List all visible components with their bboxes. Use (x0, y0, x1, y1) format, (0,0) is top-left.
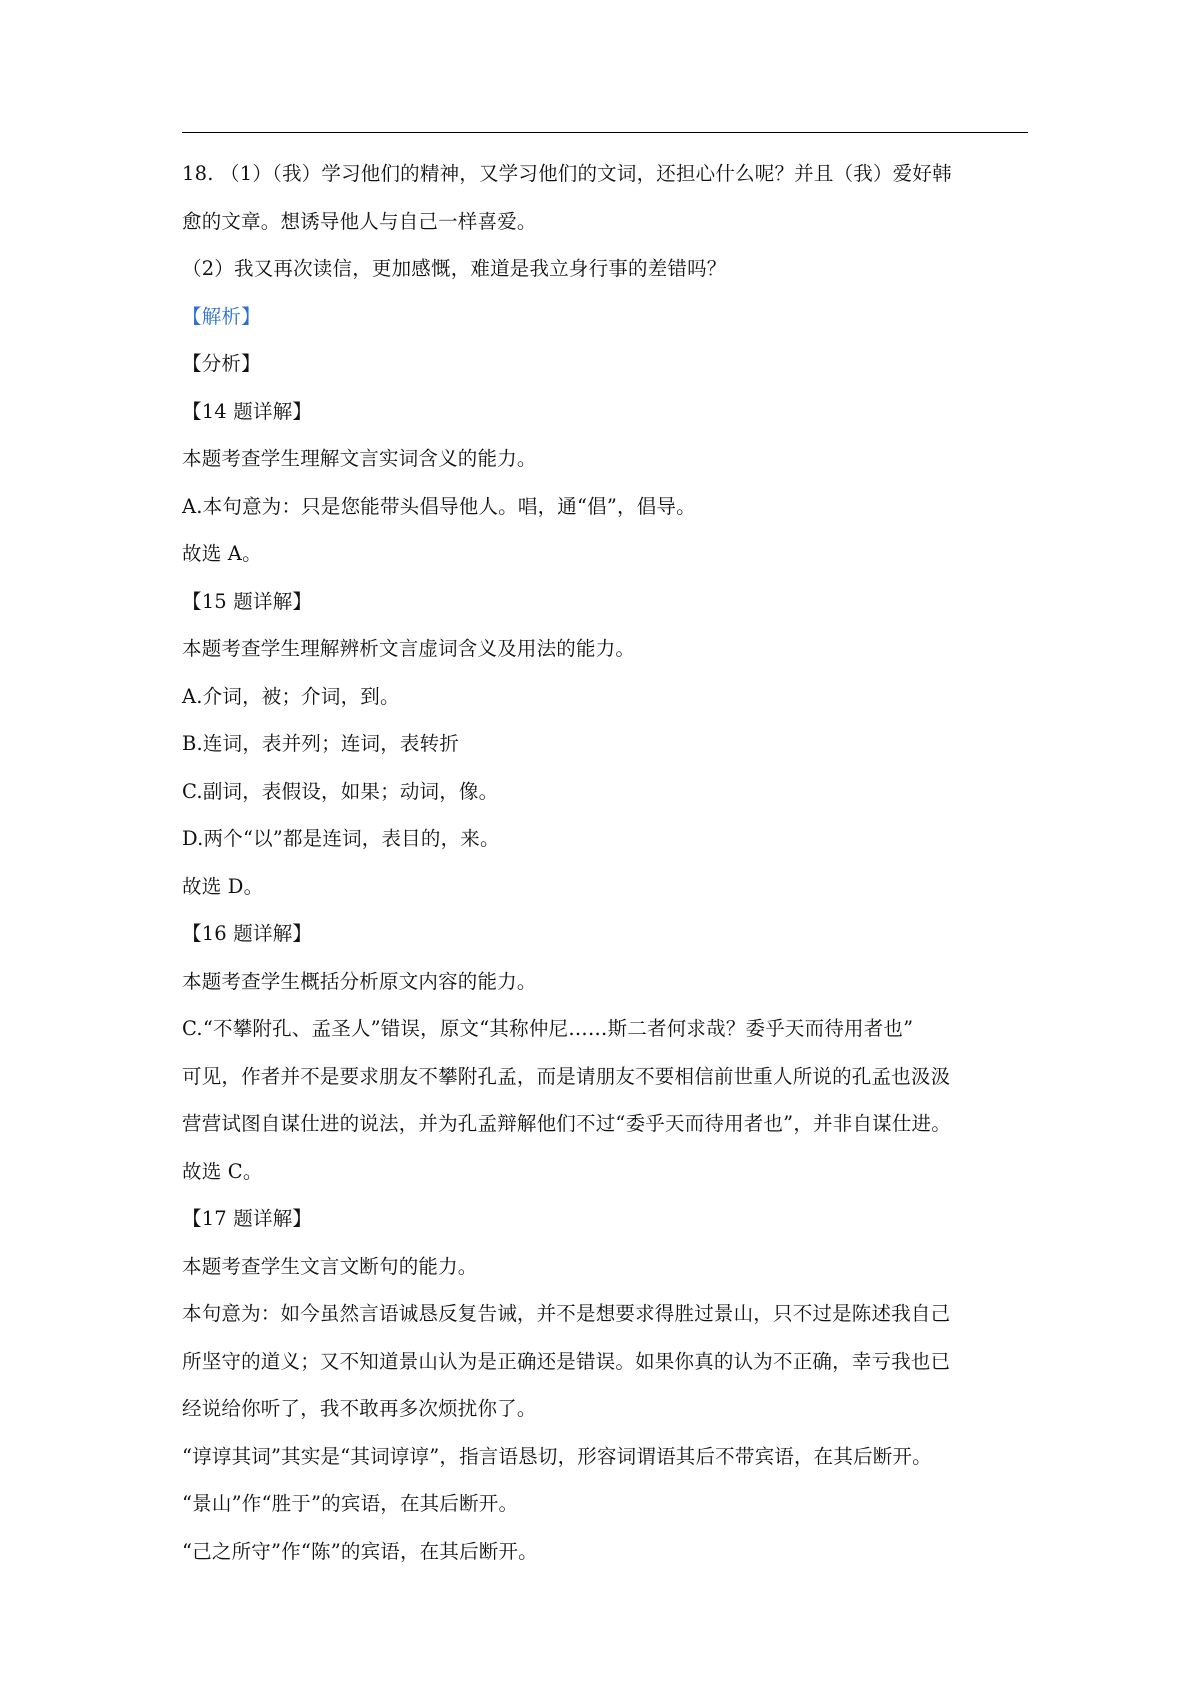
q17-heading: 【17 题详解】 (182, 1207, 313, 1230)
q18-answer-2: （2）我又再次读信，更加感慨，难道是我立身行事的差错吗？ (182, 257, 727, 280)
fenxi-heading: 【分析】 (182, 352, 261, 375)
q15-intro: 本题考查学生理解辨析文言虚词含义及用法的能力。 (182, 637, 636, 660)
q16-heading: 【16 题详解】 (182, 922, 313, 945)
q17-note-1: “谆谆其词”其实是“其词谆谆”，指言语恳切，形容词谓语其后不带宾语，在其后断开。 (182, 1444, 932, 1468)
jiexi-heading[interactable]: 【解析】 (182, 304, 261, 328)
q15-heading: 【15 题详解】 (182, 589, 313, 613)
q14-intro: 本题考查学生理解文言实词含义的能力。 (182, 447, 537, 470)
q16-answer: 故选 C。 (182, 1159, 263, 1183)
q17-intro: 本题考查学生文言文断句的能力。 (182, 1254, 478, 1278)
q14-option-a: A.本句意为：只是您能带头倡导他人。唱，通“倡”，倡导。 (182, 494, 696, 518)
q16-option-c-line-3: 营营试图自谋仕进的说法，并为孔孟辩解他们不过“委乎天而待用者也”，并非自谋仕进。 (182, 1112, 951, 1135)
q16-option-c-line-1: C.“不攀附孔、孟圣人”错误，原文“其称仲尼……斯二者何求哉？委乎天而待用者也” (182, 1017, 914, 1040)
q17-meaning-line-1: 本句意为：如今虽然言语诚恳反复告诫，并不是想要求得胜过景山，只不过是陈述我自己 (182, 1302, 951, 1325)
q15-option-b: B.连词，表并列；连词，表转折 (182, 732, 460, 755)
q15-option-c: C.副词，表假设，如果；动词，像。 (182, 779, 499, 803)
q16-option-c-line-2: 可见，作者并不是要求朋友不攀附孔孟，而是请朋友不要相信前世重人所说的孔孟也汲汲 (182, 1064, 951, 1088)
q14-heading: 【14 题详解】 (182, 399, 313, 423)
q15-option-a: A.介词，被；介词，到。 (182, 684, 400, 708)
answer-document (182, 150, 1028, 1575)
q17-note-3: “己之所守”作“陈”的宾语，在其后断开。 (182, 1539, 538, 1563)
q17-meaning-line-2: 所坚守的道义；又不知道景山认为是正确还是错误。如果你真的认为不正确，幸亏我也已 (182, 1349, 951, 1373)
q16-intro: 本题考查学生概括分析原文内容的能力。 (182, 969, 537, 993)
header-rule (182, 132, 1028, 133)
q15-answer: 故选 D。 (182, 874, 264, 898)
q14-answer: 故选 A。 (182, 542, 262, 565)
q18-answer-1: 18. （1）（我）学习他们的精神，又学习他们的文词，还担心什么呢？并且（我）爱好韩 (182, 162, 952, 185)
q18-answer-1-continued: 愈的文章。想诱导他人与自己一样喜爱。 (182, 209, 537, 233)
q17-meaning-line-3: 经说给你听了，我不敢再多次烦扰你了。 (182, 1397, 537, 1420)
q17-note-2: “景山”作“胜于”的宾语，在其后断开。 (182, 1492, 519, 1515)
q15-option-d: D.两个“以”都是连词，表目的，来。 (182, 827, 500, 850)
